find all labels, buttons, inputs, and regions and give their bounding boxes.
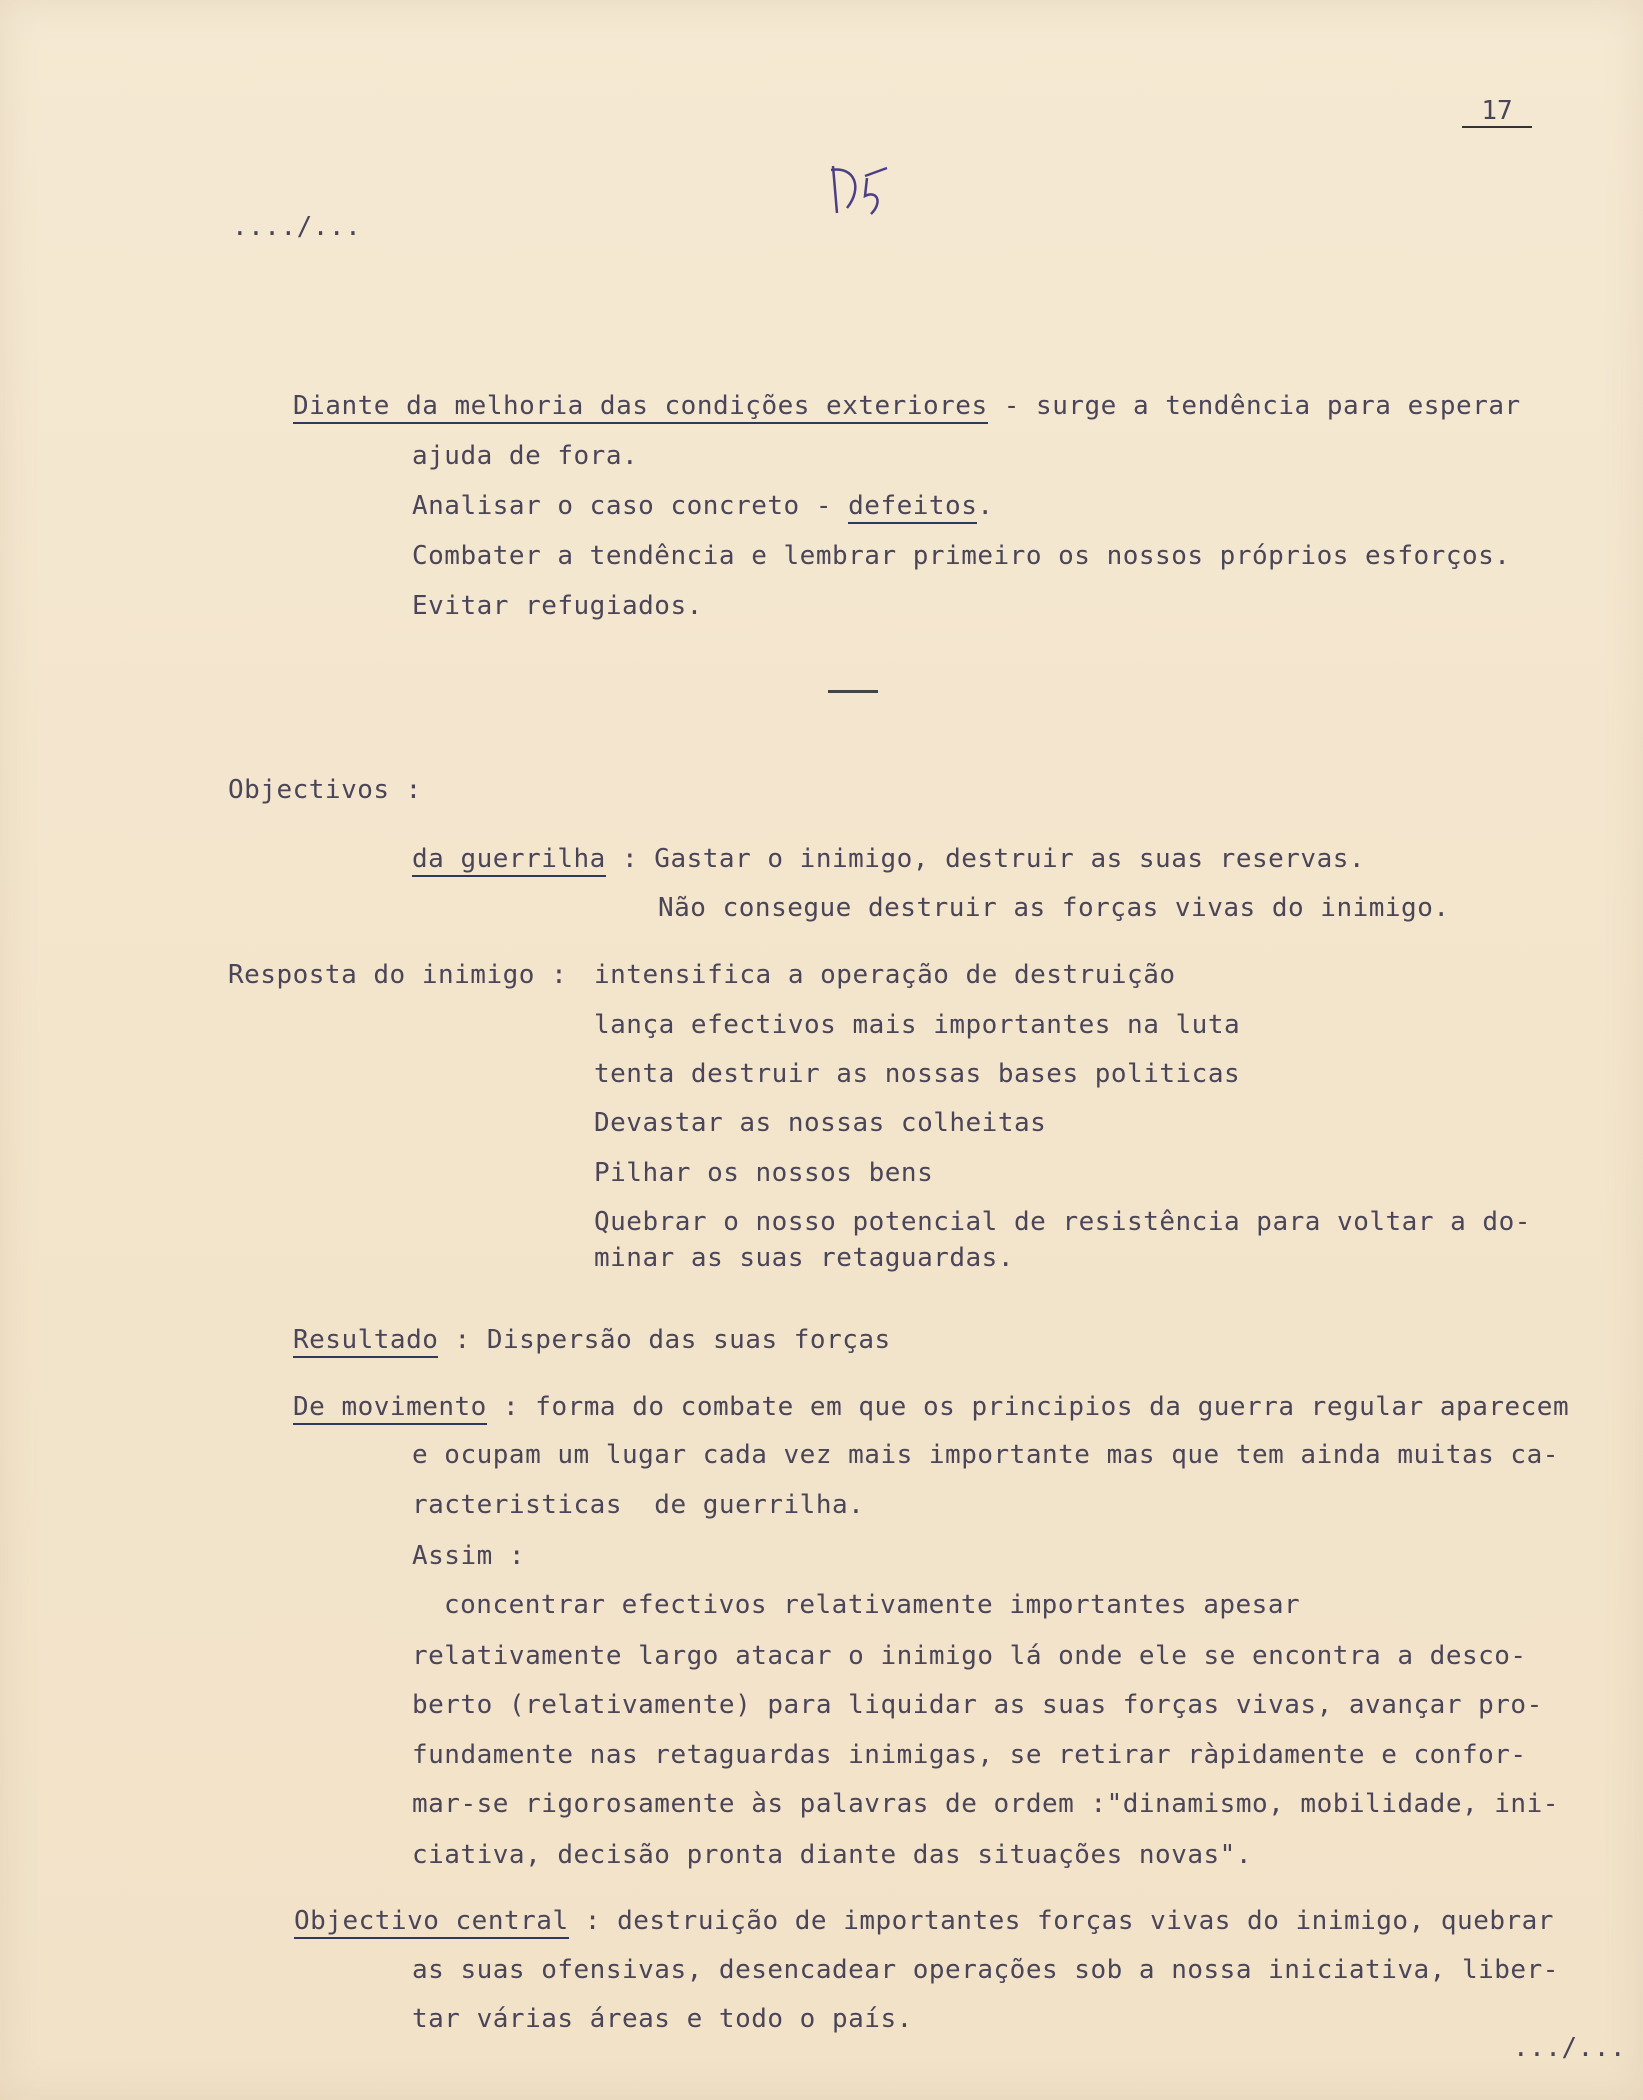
enemy-response-item: Quebrar o nosso potencial de resistência para voltar a do- <box>594 1207 1531 1237</box>
central-objective-line2: as suas ofensivas, desencadear operações sob a nossa iniciativa, liber- <box>412 1955 1559 1985</box>
defeitos-underlined: defeitos <box>848 491 977 524</box>
enemy-response-item: Devastar as nossas colheitas <box>594 1108 1047 1138</box>
guerrilla-line2: Não consegue destruir as forças vivas do inimigo. <box>658 893 1450 923</box>
result-text: : Dispersão das suas forças <box>438 1325 891 1355</box>
section1-heading-rest: - surge a tendência para esperar <box>987 391 1521 421</box>
section1-line3a: Analisar o caso concreto - <box>412 491 849 521</box>
movement-line4: Assim : <box>412 1541 526 1571</box>
movement-line3: racteristicas de guerrilha. <box>412 1490 865 1520</box>
central-objective-line3: tar várias áreas e todo o país. <box>412 2004 913 2034</box>
continuation-top: ..../... <box>232 212 362 242</box>
objectives-heading: Objectivos : <box>228 775 422 805</box>
section-divider <box>828 690 878 693</box>
result-line <box>293 1325 891 1355</box>
movement-line1 <box>293 1392 1569 1422</box>
section1-line1 <box>293 391 1521 421</box>
enemy-response-item: minar as suas retaguardas. <box>594 1243 1014 1273</box>
continuation-bottom: .../... <box>1513 2033 1627 2063</box>
section1-heading: Diante da melhoria das condições exteriores <box>293 391 988 424</box>
central-objective-line1 <box>294 1906 1554 1936</box>
central-objective-text1: : destruição de importantes forças vivas do inimigo, quebrar <box>568 1906 1554 1936</box>
guerrilla-line1 <box>412 844 1365 874</box>
section1-line4: Combater a tendência e lembrar primeiro os nossos próprios esforços. <box>412 541 1511 571</box>
movement-line7: berto (relativamente) para liquidar as suas forças vivas, avançar pro- <box>412 1690 1543 1720</box>
enemy-response-item: Pilhar os nossos bens <box>594 1158 934 1188</box>
enemy-response-label: Resposta do inimigo : <box>228 960 584 990</box>
guerrilla-label: da guerrilha <box>412 844 606 877</box>
section1-line2: ajuda de fora. <box>412 441 639 471</box>
movement-line9: mar-se rigorosamente às palavras de ordem :"dinamismo, mobilidade, ini- <box>412 1789 1559 1819</box>
section1-line5: Evitar refugiados. <box>412 591 703 621</box>
page-number: 17 <box>1462 96 1532 128</box>
enemy-response-item: intensifica a operação de destruição <box>594 960 1176 990</box>
central-objective-label: Objectivo central <box>294 1906 569 1939</box>
section1-line3 <box>412 491 994 521</box>
movement-line6: relativamente largo atacar o inimigo lá onde ele se encontra a desco- <box>412 1641 1527 1671</box>
result-label: Resultado <box>293 1325 438 1358</box>
movement-text1: : forma do combate em que os principios da guerra regular aparecem <box>486 1392 1570 1422</box>
movement-line5: concentrar efectivos relativamente importantes apesar <box>444 1590 1301 1620</box>
movement-line8: fundamente nas retaguardas inimigas, se retirar ràpidamente e confor- <box>412 1740 1527 1770</box>
enemy-response-item: tenta destruir as nossas bases politicas <box>594 1059 1241 1089</box>
handwritten-mark <box>825 158 895 228</box>
guerrilla-text1: : Gastar o inimigo, destruir as suas reservas. <box>605 844 1366 874</box>
movement-label: De movimento <box>293 1392 487 1425</box>
section1-line3c: . <box>977 491 994 521</box>
enemy-response-item: lança efectivos mais importantes na luta <box>594 1010 1241 1040</box>
movement-line2: e ocupam um lugar cada vez mais importante mas que tem ainda muitas ca- <box>412 1440 1559 1470</box>
movement-line10: ciativa, decisão pronta diante das situações novas". <box>412 1840 1252 1870</box>
